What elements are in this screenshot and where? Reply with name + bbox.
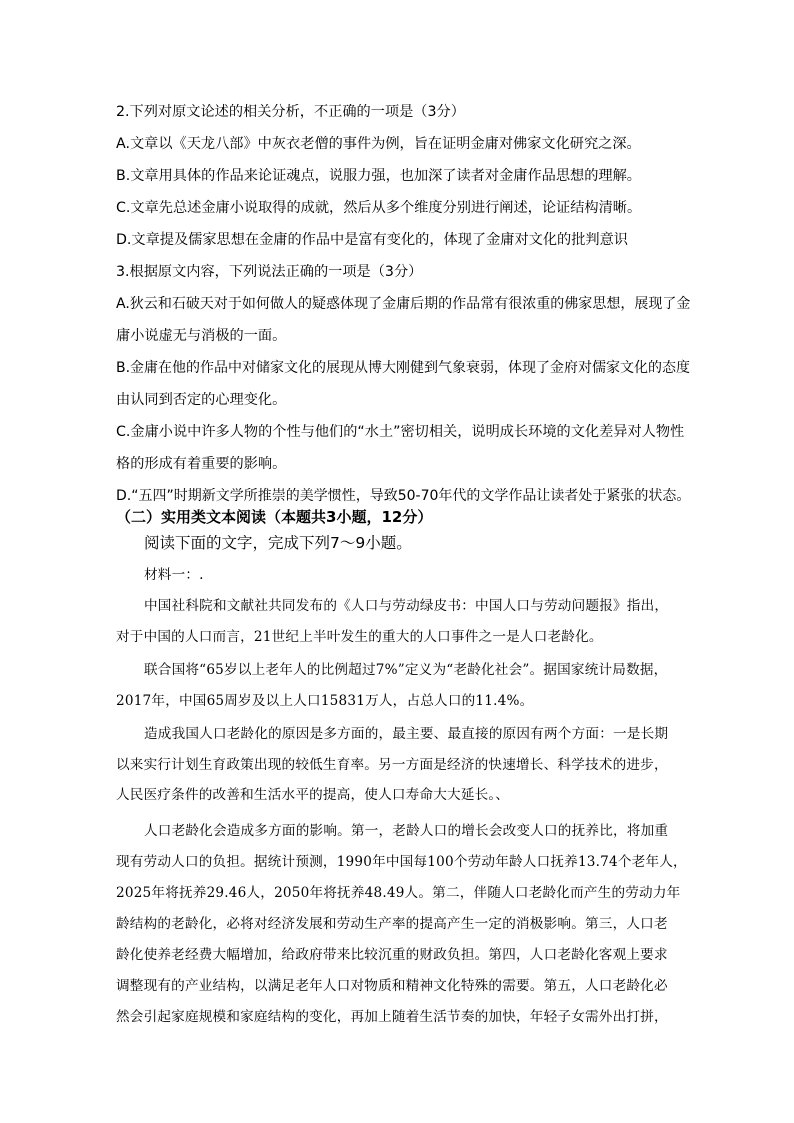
- question-3-option-b-line-2: 由认同到否定的心理变化。: [116, 392, 287, 408]
- question-2-option-b: B.文章用具体的作品来论证魂点，说服力强，也加深了读者对金庸作品思想的理解。: [116, 168, 641, 184]
- material-paragraph-4-line-4: 龄结构的老龄化，必将对经济发展和劳动生产率的提高产生一定的消极影响。第三，人口老: [116, 916, 668, 932]
- question-3-stem: 3.根据原文内容，下列说法正确的一项是（3分）: [116, 264, 423, 280]
- material-paragraph-1-line-2: 对于中国的人口而言，21世纪上半叶发生的重大的人口事件之一是人口老龄化。: [116, 629, 603, 645]
- material-paragraph-4-line-6: 调整现有的产业结构，以满足老年人口对物质和精神文化特殊的需要。第五，人口老龄化必: [116, 978, 668, 994]
- material-paragraph-4-line-5: 龄化使养老经费大幅增加，给政府带来比较沉重的财政负担。第四，人口老龄化客观上要求: [116, 947, 668, 963]
- question-3-option-b-line-1: B.金庸在他的作品中对储家文化的展现从博大刚健到气象衰弱，体现了金府对儒家文化的态度: [116, 360, 691, 376]
- question-3-option-a-line-2: 庸小说虚无与消极的一面。: [116, 328, 287, 344]
- section-instruction: 阅读下面的文字，完成下列7～9小题。: [144, 534, 412, 552]
- material-paragraph-3-line-3: 人民医疗条件的改善和生活水平的提高，使人口寿命大大延长。、: [116, 787, 510, 803]
- question-2-option-a: A.文章以《天龙八部》中灰衣老僧的事件为例，旨在证明金庸对佛家文化研究之深。: [116, 136, 641, 152]
- question-3-option-c-line-2: 格的形成有着重要的影响。: [116, 456, 287, 472]
- question-3-option-d: D.“五四”时期新文学所推崇的美学惯性，导致50-70年代的文学作品让读者处于紧张的状态。: [116, 488, 691, 504]
- question-2-option-c: C.文章先总述金庸小说取得的成就，然后从多个维度分别进行阐述，论证结构清晰。: [116, 200, 642, 216]
- material-label: 材料一：.: [144, 567, 204, 583]
- material-paragraph-4-line-1: 人口老龄化会造成多方面的影响。第一，老龄人口的增长会改变人口的抚养比，将加重: [144, 823, 669, 839]
- section-title: （二）实用类文本阅读（本题共3小题，12分）: [116, 508, 433, 526]
- material-paragraph-2-line-1: 联合国将“65岁以上老年人的比例超过7%”定义为“老龄化社会”。据国家统计局数据，: [144, 662, 668, 678]
- material-paragraph-3-line-1: 造成我国人口老龄化的原因是多方面的，最主要、最直接的原因有两个方面：一是长期: [144, 726, 669, 742]
- material-paragraph-1-line-1: 中国社科院和文献社共同发布的《人口与劳动绿皮书：中国人口与劳动问题报》指出，: [144, 598, 669, 614]
- material-paragraph-4-line-3: 2025年将抚养29.46人，2050年将抚养48.49人。第二，伴随人口老龄化而产生的劳动力年: [116, 885, 681, 901]
- question-2-stem: 2.下列对原文论述的相关分析，不正确的一项是（3分）: [116, 104, 465, 120]
- question-2-option-d: D.文章提及儒家思想在金庸的作品中是富有变化的，体现了金庸对文化的批判意识: [116, 232, 628, 248]
- material-paragraph-4-line-7: 然会引起家庭规模和家庭结构的变化，再加上随着生活节奏的加快，年轻子女需外出打拼，: [116, 1009, 668, 1025]
- question-3-option-a-line-1: A.狄云和石破天对于如何做人的疑惑体现了金庸后期的作品常有很浓重的佛家思想，展现了金: [116, 296, 691, 312]
- question-3-option-c-line-1: C.金庸小说中许多人物的个性与他们的“水土”密切相关，说明成长环境的文化差异对人物性: [116, 424, 685, 440]
- material-paragraph-3-line-2: 以来实行计划生育政策出现的较低生育率。另一方面是经济的快速增长、科学技术的进步，: [116, 757, 668, 773]
- material-paragraph-4-line-2: 现有劳动人口的负担。据统计预测，1990年中国每100个劳动年龄人口抚养13.74个老年人，: [116, 854, 687, 870]
- material-paragraph-2-line-2: 2017年，中国65周岁及以上人口15831万人，占总人口的11.4%。: [116, 693, 534, 709]
